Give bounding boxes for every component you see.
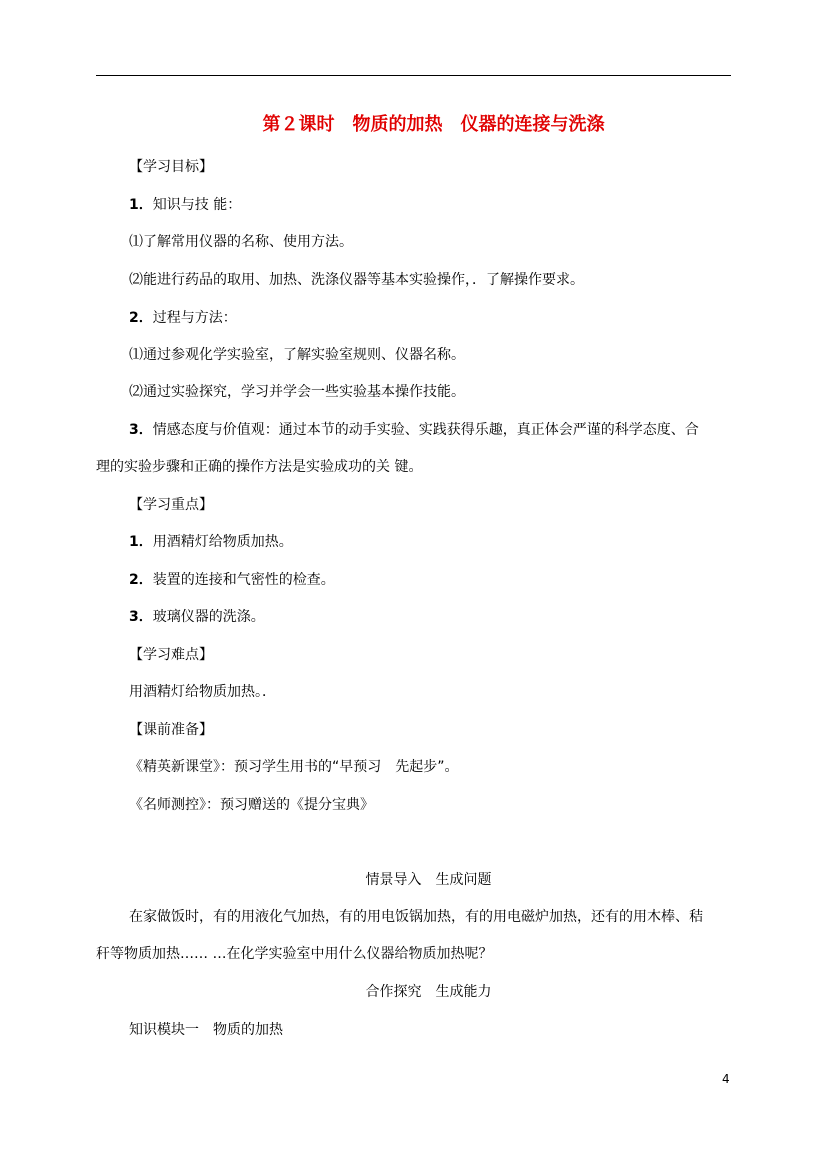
preparation-item-2: 《名师测控》：预习赠送的《提分宝典》: [129, 797, 374, 813]
difficulty-text: 用酒精灯给物质加热。．: [129, 684, 276, 700]
key-point-text: 用酒精灯给物质加热。: [152, 534, 293, 550]
process-number: 2．: [129, 310, 153, 326]
preparation-item-1: 《精英新课堂》：预习学生用书的“早预习 先起步”。: [129, 759, 459, 775]
page-title: 第２课时 物质的加热 仪器的连接与洗涤: [262, 114, 605, 135]
knowledge-number: 1．: [129, 197, 153, 213]
knowledge-item-2: ⑵能进行药品的取用、加热、洗涤仪器等基本实验操作，．了解操作要求。: [129, 272, 584, 288]
knowledge-module-heading: 知识模块一 物质的加热: [129, 1022, 283, 1038]
key-point-text: 装置的连接和气密性的检查。: [152, 572, 335, 588]
emotion-text-1: 情感态度与价值观：通过本节的动手实验、实践获得乐趣，真正体会严谨的科学态度、合: [152, 422, 699, 438]
key-point-number: 1．: [129, 534, 153, 550]
emotion-line-1: [129, 420, 699, 440]
key-point-2: [129, 570, 335, 590]
emotion-number: 3．: [129, 422, 153, 438]
objectives-heading: 【学习目标】: [129, 159, 213, 175]
key-point-number: 3．: [129, 609, 153, 625]
process-item-2: ⑵通过实验探究，学习并学会一些实验基本操作技能。: [129, 384, 465, 400]
page-number: 4: [722, 1072, 730, 1086]
section-heading-scenario: 情景导入 生成问题: [365, 872, 492, 888]
difficulty-heading: 【学习难点】: [129, 647, 213, 663]
key-point-3: [129, 607, 265, 627]
process-item-1: ⑴通过参观化学实验室，了解实验室规则、仪器名称。: [129, 347, 465, 363]
key-point-text: 玻璃仪器的洗涤。: [152, 609, 265, 625]
knowledge-item-1: ⑴了解常用仪器的名称、使用方法。: [129, 234, 353, 250]
key-point-number: 2．: [129, 572, 153, 588]
knowledge-label: 知识与技 能：: [152, 197, 242, 213]
emotion-line-2: 理的实验步骤和正确的操作方法是实验成功的关 键。: [96, 459, 423, 475]
preparation-heading: 【课前准备】: [129, 722, 213, 738]
knowledge-skill-line: [129, 195, 241, 215]
scenario-line-2: 秆等物质加热…… …在化学实验室中用什么仪器给物质加热呢？: [96, 946, 493, 962]
scenario-line-1: 在家做饭时，有的用液化气加热，有的用电饭锅加热，有的用电磁炉加热，还有的用木棒、秸: [129, 909, 703, 925]
process-method-line: [129, 308, 237, 328]
key-point-1: [129, 532, 293, 552]
section-heading-explore: 合作探究 生成能力: [365, 984, 492, 1000]
process-label: 过程与方法：: [152, 310, 237, 326]
header-rule: [96, 75, 731, 76]
key-points-heading: 【学习重点】: [129, 497, 213, 513]
